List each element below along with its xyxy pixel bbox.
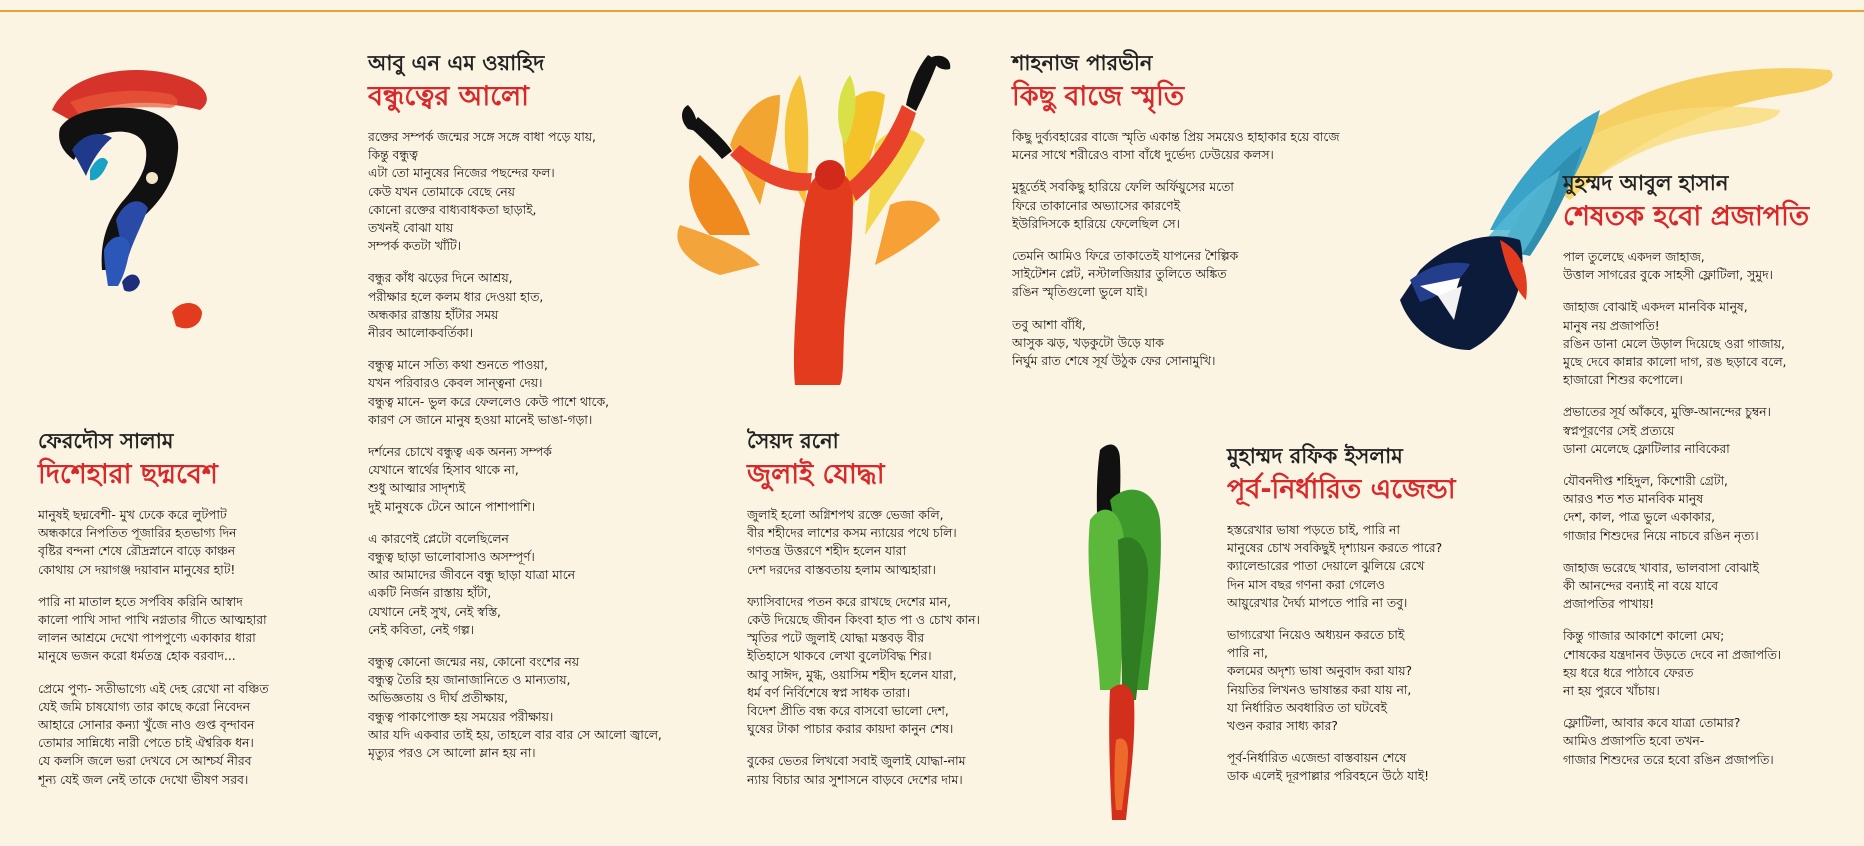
poem-line: আরও শত শত মানবিক মানুষ <box>1563 492 1704 507</box>
stanza <box>1012 128 1482 164</box>
poem-line: হয় ধরে ধরে পাঠাবে ফেরত <box>1563 665 1694 680</box>
poem-line: মানুষে ভজন করো ধর্মতন্ত্র হোক বরবাদ... <box>38 649 236 664</box>
poem-line: বন্ধুত্ব তৈরি হয় জানাজানিতে ও মান্যতায়, <box>368 673 571 688</box>
poem-line: যৌবনদীপ্ত শহিদুল, কিশোরী গ্রেটা, <box>1563 474 1728 489</box>
poem-line: বিদেশ প্রীতি বন্ধ করে বাসবো ভালো দেশ, <box>747 704 949 719</box>
poem-block <box>747 428 1067 803</box>
poem-line: যেই জমি চাষযোগ্য তার কাছে করো নিবেদন <box>38 699 250 714</box>
poem-line: অভিজ্ঞতায় ও দীর্ঘ প্রতীক্ষায়, <box>368 691 509 706</box>
poem-line: তবু আশা বাঁধি, <box>1012 317 1086 332</box>
poem-line: বন্ধুত্ব ছাড়া ভালোবাসাও অসম্পূর্ণ। <box>368 550 535 565</box>
stanza <box>1563 559 1853 614</box>
poem-line: স্বপ্নপূরণের সেই প্রত্যয়ে <box>1563 423 1675 438</box>
stanza <box>368 128 728 255</box>
stanza <box>38 593 358 666</box>
poem-line: ফ্যাসিবাদের পতন করে রাখছে দেশের মান, <box>747 594 951 609</box>
poem-line: লালন আশ্রমে দেখো পাপপুণ্যে একাকার ধারা <box>38 631 256 646</box>
poem-line: হস্তরেখার ভাষা পড়তে চাই, পারি না <box>1227 523 1400 537</box>
poem-line: মানুষের চোখ সবকিছুই দৃশ্যায়ন করতে পারে? <box>1227 541 1443 556</box>
poem-line: যে কলসি জলে ভরা দেখবে সে আশ্চর্য নীরব <box>38 754 252 769</box>
stanza <box>1563 472 1853 545</box>
question-mark-illustration <box>30 50 220 340</box>
poet-name: আবু এন এম ওয়াহিদ <box>368 51 545 75</box>
poem-line: বৃষ্টির বন্দনা শেষে রৌদ্রস্নানে বাড়ে কাঞ্চন <box>38 544 236 559</box>
poem-line: শূন্য যেই জল নেই তাকে দেখো ভীষণ সরব। <box>38 772 249 787</box>
poem-line: গণতন্ত্র উত্তরণে শহীদ হলেন যারা <box>747 544 907 559</box>
poem-line: যেখানে স্বার্থের হিসাব থাকে না, <box>368 463 519 478</box>
poem-line: যেখানে নেই সুখ, নেই স্বস্তি, <box>368 604 501 619</box>
poem-line: আর যদি একবার তাই হয়, তাহলে বার বার সে আলো জ্বালে, <box>368 727 662 742</box>
poem-line: এ কারণেই প্লেটো বলেছিলেন <box>368 531 509 546</box>
poem-line: পূর্ব-নির্ধারিত এজেন্ডা বাস্তবায়ন শেষে <box>1227 751 1407 766</box>
poet-name: শাহনাজ পারভীন <box>1012 51 1153 75</box>
stanza <box>1563 714 1853 769</box>
poem-line: দর্শনের চোখে বন্ধুত্ব এক অনন্য সম্পর্ক <box>368 445 552 460</box>
poem-line: রঙিন ডানা মেলে উড়াল দিয়েছে ওরা গাজায়, <box>1563 336 1785 351</box>
stanza <box>1227 626 1557 735</box>
poem-line: আমিও প্রজাপতি হবো তখন- <box>1563 734 1705 749</box>
poem-line: জাহাজ বোঝাই একদল মানবিক মানুষ, <box>1563 300 1748 315</box>
poem-line: ফ্লোটিলা, আবার কবে যাত্রা তোমার? <box>1563 716 1741 731</box>
poem-line: বন্ধুত্ব মানে সত্যি কথা শুনতে পাওয়া, <box>368 358 548 373</box>
poem-body <box>1012 128 1482 370</box>
poem-line: দেশ, কাল, পাত্র ভুলে একাকার, <box>1563 510 1716 525</box>
poem-line: ইতিহাসে থাকবে লেখা বুলেটবিদ্ধ শির। <box>747 649 932 664</box>
poem-line: বন্ধুত্ব কোনো জন্মের নয়, কোনো বংশের নয় <box>368 655 579 670</box>
poem-line: গাজার শিশুদের তরে হবো রঙিন প্রজাপতি। <box>1563 752 1774 767</box>
poem-line: কলমের অদৃশ্য ভাষা অনুবাদ করা যায়? <box>1227 664 1413 679</box>
poem-line: কিছু দুর্ব্যবহারের বাজে স্মৃতি একান্ত প্রিয় সময়েও হাহাকার হয়ে বাজে <box>1012 130 1340 144</box>
poem-line: আবু সাঈদ, মুগ্ধ, ওয়াসিম শহীদ হলেন যারা, <box>747 667 957 682</box>
poem-line: বন্ধুত্ব মানে- ভুল করে ফেললেও কেউ পাশে থাকে, <box>368 394 610 409</box>
poem-line: প্রভাতের সূর্য আঁকবে, মুক্তি-আনন্দের চুম্বন। <box>1563 405 1771 420</box>
poem-line: কিন্তু বন্ধুত্ব <box>368 148 418 163</box>
poem-block <box>368 50 728 776</box>
poem-line: কিন্তু গাজার আকাশে কালো মেঘ; <box>1563 629 1725 644</box>
poet-name: মুহম্মদ আবুল হাসান <box>1563 171 1729 195</box>
poem-line: অন্ধকারে নিপতিত পূজারির হতভাগ্য দিন <box>38 526 237 541</box>
poem-line: মনের সাথে শরীরেও বাসা বাঁধে দুর্ভেদ্য ঢেউয়ের কলস। <box>1012 148 1274 163</box>
poem-line: রক্তের সম্পর্ক জন্মের সঙ্গে সঙ্গে বাধা পড়ে যায়, <box>368 130 596 144</box>
poem-line: নেই কবিতা, নেই গল্প। <box>368 622 475 637</box>
stanza <box>1563 403 1853 458</box>
poem-block <box>1012 50 1482 384</box>
poem-line: ঘুষের টাকা পাচার করার কায়দা কানুন শেষ। <box>747 722 954 737</box>
poem-line: পারি না, <box>1227 646 1268 661</box>
poem-line: বুকের ভেতর লিখবো সবাই জুলাই যোদ্ধা-নাম <box>747 754 966 769</box>
stanza <box>368 269 728 342</box>
poem-body <box>368 128 728 762</box>
poem-line: ইউরিদিসকে হারিয়ে ফেলেছিল সে। <box>1012 216 1180 231</box>
top-rule <box>0 10 1864 12</box>
poem-line: তখনই বোঝা যায় <box>368 221 454 236</box>
poem-line: পাল তুলেছে একদল জাহাজ, <box>1563 250 1705 264</box>
poem-line: মানুষ নয় প্রজাপতি! <box>1563 318 1660 333</box>
poem-line: কী আনন্দের বন্যাই না বয়ে যাবে <box>1563 579 1719 594</box>
poem-title: কিছু বাজে স্মৃতি <box>1012 81 1185 112</box>
stanza <box>1563 248 1853 284</box>
stanza <box>1227 521 1557 612</box>
poem-line: ডানা মেলেছে ফ্লোটিলার নাবিকেরা <box>1563 441 1730 456</box>
poem-block <box>1563 170 1853 783</box>
poem-line: খণ্ডন করার সাধ্য কার? <box>1227 719 1338 734</box>
stanza <box>368 356 728 429</box>
stanza <box>368 443 728 516</box>
poem-block <box>38 428 358 803</box>
poem-line: কেউ দিয়েছে জীবন কিংবা হাত পা ও চোখ কান। <box>747 613 980 628</box>
stanza <box>368 653 728 762</box>
poem-line: গাজার শিশুদের নিয়ে নাচবে রঙিন নৃত্য। <box>1563 528 1759 543</box>
stanza <box>38 506 358 579</box>
poem-line: দিন মাস বছর গণনা করা গেলেও <box>1227 577 1385 592</box>
poem-line: এটা তো মানুষের নিজের পছন্দের ফল। <box>368 166 555 181</box>
poem-line: জাহাজ ভরেছে খাবার, ভালবাসা বোঝাই <box>1563 560 1759 575</box>
poem-line: অন্ধকার রাস্তায় হাঁটার সময় <box>368 307 499 322</box>
stanza <box>368 530 728 639</box>
green-figure-illustration <box>1070 440 1170 825</box>
poem-body <box>1563 248 1853 769</box>
poem-line: কোনো রক্তের বাধ্যবাধকতা ছাড়াই, <box>368 202 537 217</box>
poem-line: বন্ধুত্ব পাকাপোক্ত হয় সময়ের পরীক্ষায়। <box>368 709 554 724</box>
poem-title: জুলাই যোদ্ধা <box>747 459 885 490</box>
poem-line: প্রেমে পুণ্য- সতীভাগ্যে এই দেহ রেখো না বঞ্চিত <box>38 681 269 696</box>
poem-line: পরীক্ষার হলে কলম ধার দেওয়া হাত, <box>368 289 544 304</box>
poet-name: মুহাম্মদ রফিক ইসলাম <box>1227 444 1403 468</box>
poem-line: নির্ঘুম রাত শেষে সূর্য উঠুক ফের সোনামুখি। <box>1012 354 1216 369</box>
poem-line: পারি না মাতাল হতে সর্পবিষ করিনি আস্বাদ <box>38 594 243 609</box>
stanza <box>38 680 358 789</box>
poem-line: নিয়তির লিখনও ভাষান্তর করা যায় না, <box>1227 682 1412 697</box>
poem-line: বীর শহীদের লাশের কসম ন্যায়ের পথে চলি। <box>747 526 957 541</box>
poem-line: মৃত্যুর পরও সে আলো ম্লান হয় না। <box>368 746 536 761</box>
stanza <box>747 752 1067 788</box>
poet-name: সৈয়দ রনো <box>747 429 839 453</box>
poem-line: নীরব আলোকবর্তিকা। <box>368 326 474 341</box>
poem-block <box>1227 443 1557 800</box>
stanza <box>1012 247 1482 302</box>
poem-title: বন্ধুত্বের আলো <box>368 81 530 112</box>
poem-line: একটি নির্জন রাস্তায় হাঁটা, <box>368 586 492 601</box>
poem-line: সাইটেশন প্লেট, নস্টালজিয়ার তুলিতে অঙ্কিত <box>1012 267 1227 282</box>
poem-line: রঙিন স্মৃতিগুলো ভুলে যাই। <box>1012 285 1148 300</box>
stanza <box>1012 316 1482 371</box>
stanza <box>1227 749 1557 785</box>
poem-line: ফিরে তাকানোর অভ্যাসের কারণেই <box>1012 198 1180 213</box>
poem-line: কোথায় সে দয়াগঞ্জ দয়াবান মানুষের হাট! <box>38 562 236 577</box>
poem-title: শেষতক হবো প্রজাপতি <box>1563 201 1810 232</box>
stanza <box>1563 627 1853 700</box>
poem-line: সম্পর্ক কতটা খাঁটি। <box>368 239 462 254</box>
poem-line: আসুক ঝড়, খড়কুটো উড়ে যাক <box>1012 335 1164 350</box>
stanza <box>1012 178 1482 233</box>
poem-line: স্মৃতির পটে জুলাই যোদ্ধা মস্তবড় বীর <box>747 631 924 646</box>
poem-line: ন্যায় বিচার আর সুশাসনে বাড়বে দেশের দাম। <box>747 772 963 787</box>
poem-line: প্রজাপতির পাখায়! <box>1563 597 1655 612</box>
poem-body <box>747 506 1067 789</box>
poem-line: আহারে সোনার কন্যা খুঁজে নাও গুপ্ত বৃন্দাবন <box>38 718 255 733</box>
poet-name: ফেরদৌস সালাম <box>38 429 174 453</box>
poem-line: মুহূর্তেই সবকিছু হারিয়ে ফেলি অর্ফিয়ুসের মতো <box>1012 180 1234 195</box>
poem-line: তোমার সান্নিধ্যে নারী পেতে চাই ঐশ্বরিক ধন। <box>38 736 254 751</box>
poem-title: দিশেহারা ছদ্মবেশ <box>38 459 218 490</box>
poem-line: মানুষই ছদ্মবেশী- মুখ ঢেকে করে লুটপাট <box>38 508 227 522</box>
poem-line: শোষকের যন্ত্রদানব উড়তে দেবে না প্রজাপতি। <box>1563 647 1782 662</box>
poem-line: না হয় পুরবে খাঁচায়। <box>1563 684 1660 699</box>
poem-line: আর আমাদের জীবনে বন্ধু ছাড়া যাত্রা মানে <box>368 568 575 583</box>
stanza <box>747 593 1067 739</box>
poem-line: উত্তাল সাগরের বুকে সাহসী ফ্লোটিলা, সুমুদ। <box>1563 268 1773 283</box>
poem-body <box>1227 521 1557 786</box>
poem-line: তেমনি আমিও ফিরে তাকাতেই যাপনের শৈল্পিক <box>1012 249 1239 264</box>
poem-line: ক্যালেন্ডারের পাতা দেয়ালে ঝুলিয়ে রেখে <box>1227 559 1425 574</box>
poem-title: পূর্ব-নির্ধারিত এজেন্ডা <box>1227 474 1456 505</box>
poem-line: যা নির্ধারিত অবধারিত তা ঘটবেই <box>1227 700 1387 715</box>
poem-line: কারণ সে জানে মানুষ হওয়া মানেই ভাঙা-গড়া। <box>368 412 593 427</box>
poem-body <box>38 506 358 789</box>
poem-line: ধর্ম বর্ণ নির্বিশেষে স্বপ্ন সাধক তারা। <box>747 685 910 700</box>
poem-line: যখন পরিবারও কেবল সান্ত্বনা দেয়। <box>368 376 543 391</box>
poem-line: কেউ যখন তোমাকে বেছে নেয় <box>368 184 515 199</box>
poem-line: কালো পাখি সাদা পাখি নগ্নতার গীতে আত্মহারা <box>38 613 267 628</box>
poem-line: শুধু আত্মার সাদৃশ্যই <box>368 481 466 496</box>
poem-line: বন্ধুর কাঁধ ঝড়ের দিনে আশ্রয়, <box>368 271 513 286</box>
poem-line: হাজারো শিশুর কপোলে। <box>1563 373 1683 388</box>
poem-line: মুছে দেবে কান্নার কালো দাগ, রঙ ছড়াবে বলে, <box>1563 355 1787 370</box>
poem-line: আয়ুরেখার দৈর্ঘ্য মাপতে পারি না তবু। <box>1227 595 1408 610</box>
stanza <box>1563 298 1853 389</box>
poem-line: জুলাই হলো অগ্নিশপথ রক্তে ভেজা কলি, <box>747 508 944 522</box>
poem-line: দেশ দরদের বাস্তবতায় হলাম আত্মহারা। <box>747 562 936 577</box>
poem-line: ভাগ্যরেখা নিয়েও অধ্যয়ন করতে চাই <box>1227 628 1405 643</box>
poem-line: ডাক এলেই দূরপাল্লার পরিবহনে উঠে যাই! <box>1227 769 1430 784</box>
poem-line: দুই মানুষকে টেনে আনে পাশাপাশি। <box>368 499 536 514</box>
stanza <box>747 506 1067 579</box>
